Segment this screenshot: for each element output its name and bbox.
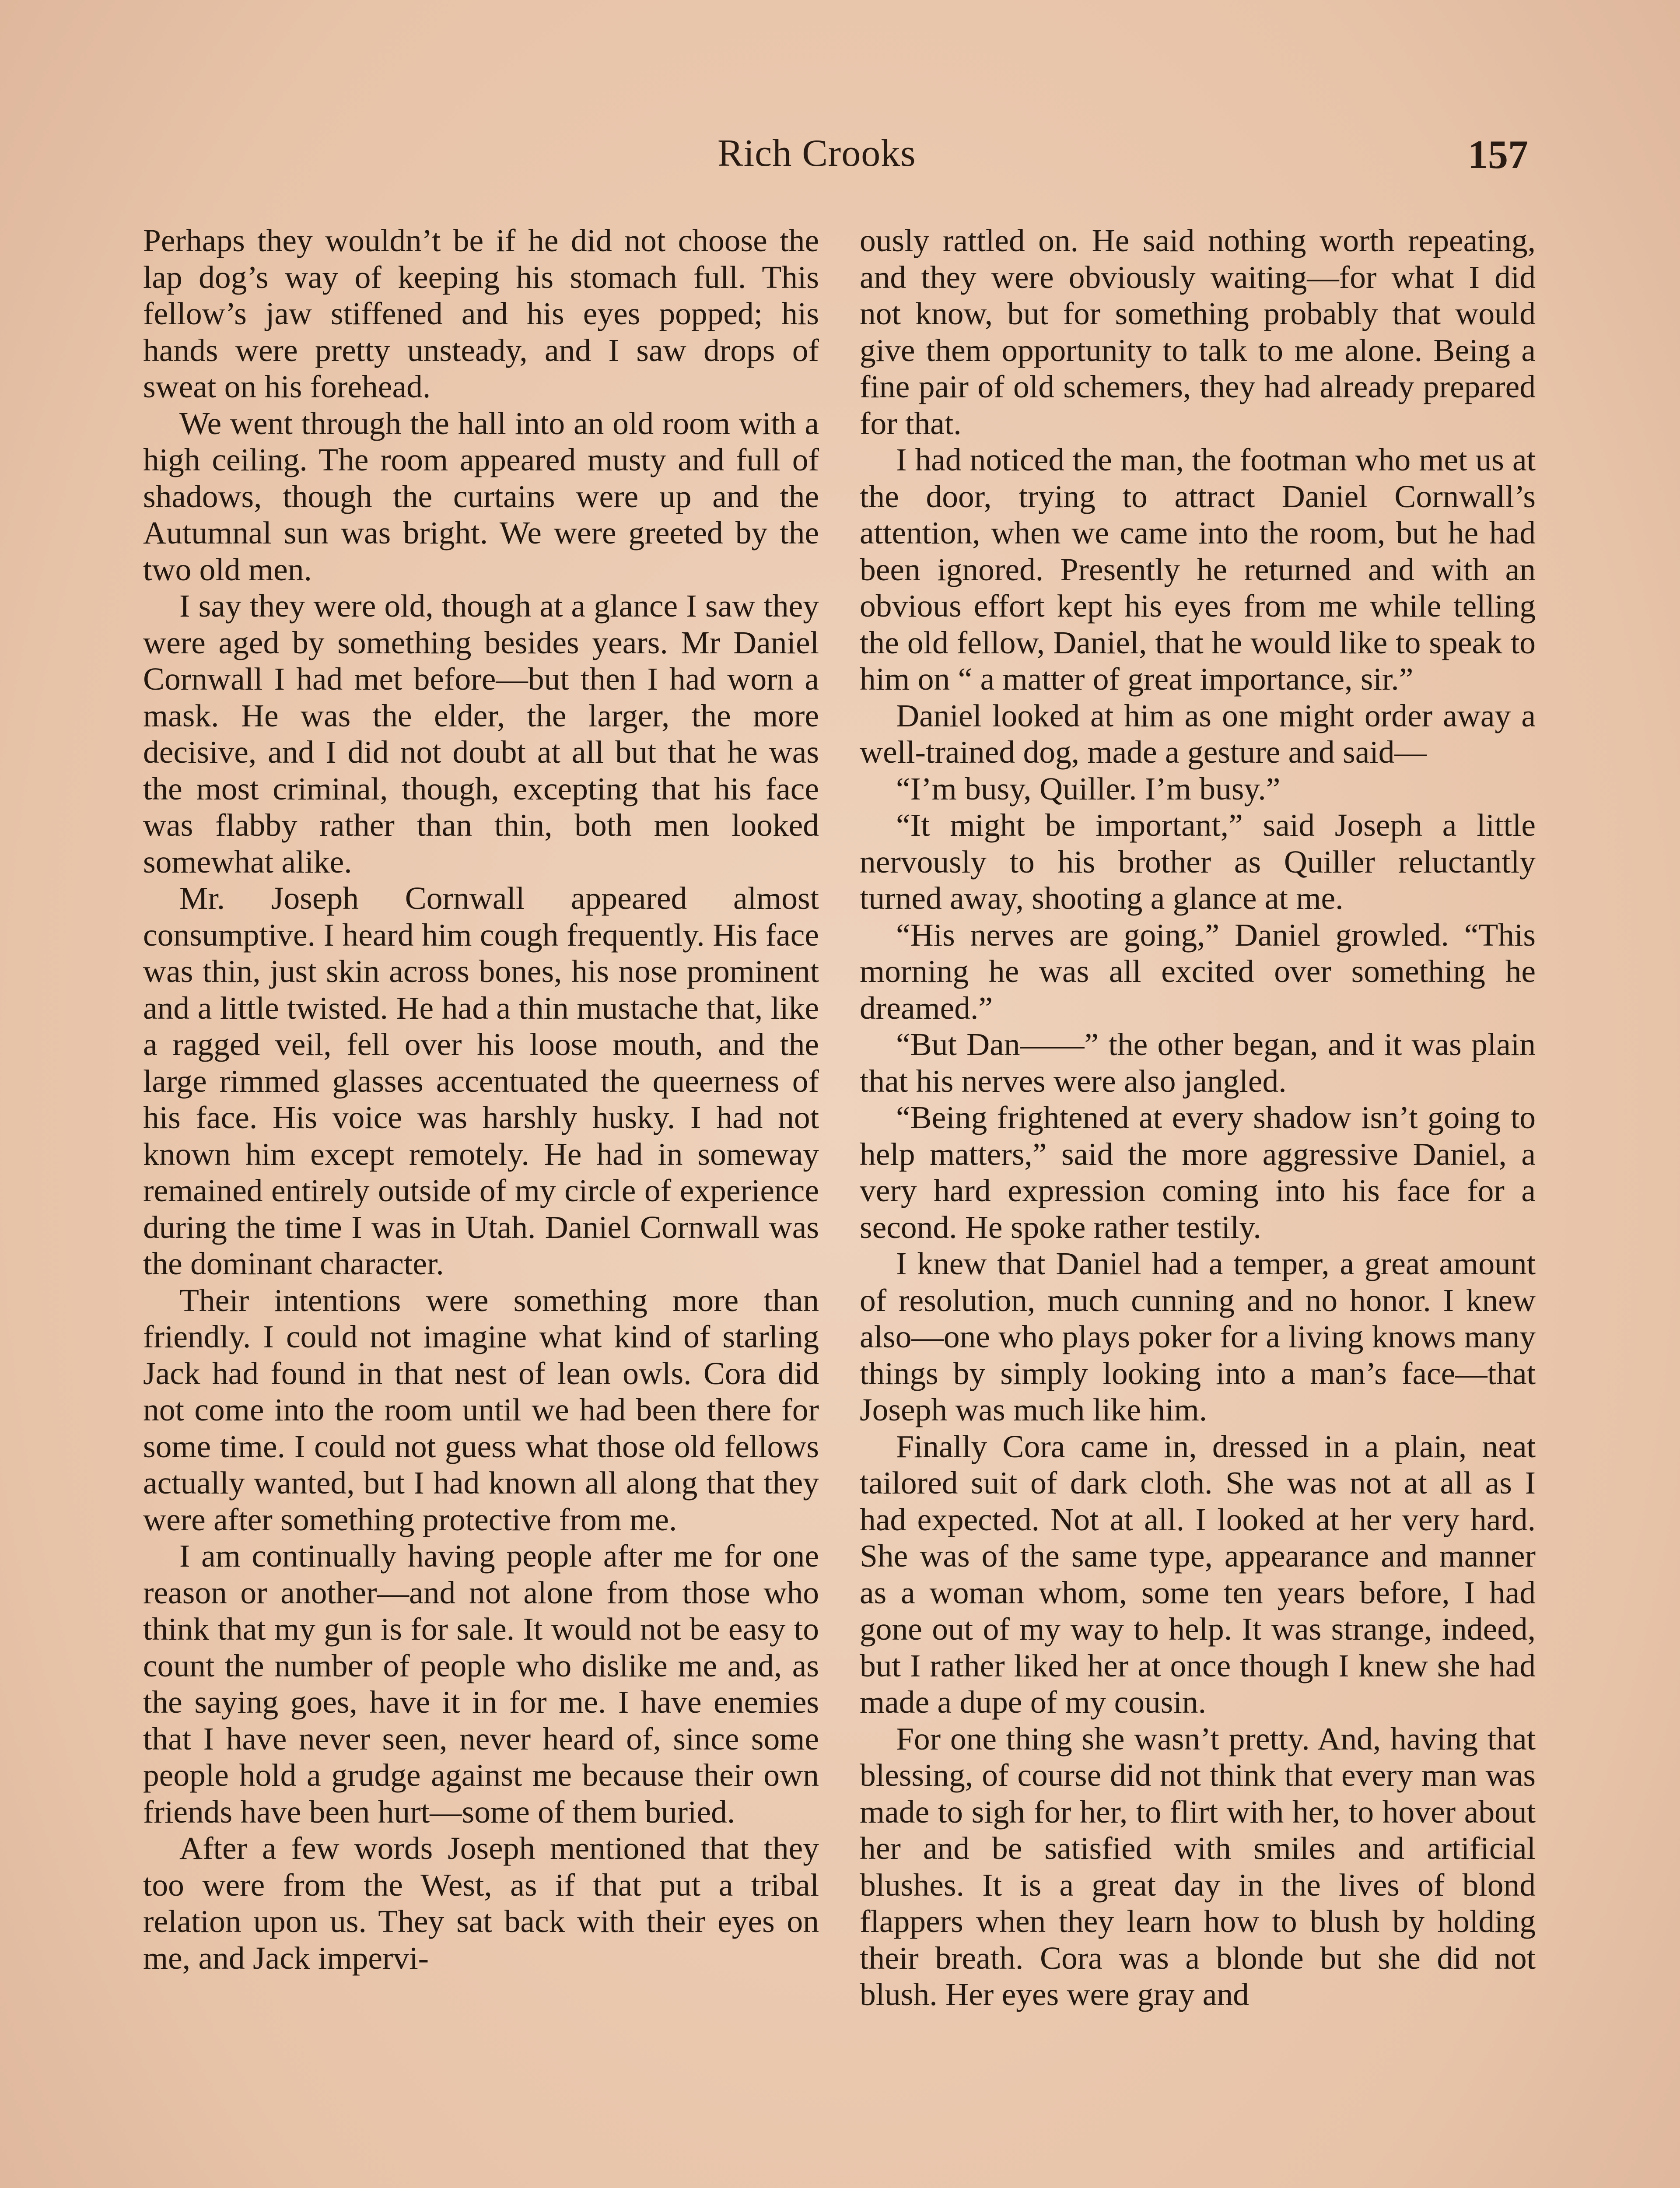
paragraph: “Being frightened at every shadow isn’t going to help matters,” said the more aggressive Daniel, a very hard expression coming into his face for a second. He spoke rather testily. <box>860 1100 1536 1245</box>
left-text-column <box>143 222 819 1976</box>
paragraph: I am continually having people after me for one reason or another—and not alone from those who think that my gun is for sale. It would not be easy to count the number of people who dislike me and, as the saying goes, have it in for me. I have enemies that I have never seen, never heard of, since some people hold a grudge against me because their own friends have been hurt—some of them buried. <box>143 1538 819 1830</box>
paragraph: “I’m busy, Quiller. I’m busy.” <box>896 771 1281 806</box>
paragraph: Mr. Joseph Cornwall appeared almost consumptive. I heard him cough frequently. His face was thin, just skin across bones, his nose prominent and a little twisted. He had a thin mustache that, like a ragged veil, fell over his loose mouth, and the large rimmed glasses accentuated the queerness of his face. His voice was harshly husky. I had not known him except remotely. He had in someway remained entirely outside of my circle of experience during the time I was in Utah. Daniel Cornwall was the dominant character. <box>143 880 819 1281</box>
paragraph: For one thing she wasn’t pretty. And, having that blessing, of course did not think that every man was made to sigh for her, to flirt with her, to hover about her and be satisfied with smiles and artificial blushes. It is a great day in the lives of blond flappers when they learn how to blush by holding their breath. Cora was a blonde but she did not blush. Her eyes were gray and <box>860 1721 1536 2012</box>
page-header <box>0 131 1680 184</box>
right-text-column <box>860 222 1536 2013</box>
paragraph: Perhaps they wouldn’t be if he did not choose the lap dog’s way of keeping his stomach full. This fellow’s jaw stiffened and his eyes popped; his hands were pretty unsteady, and I saw drops of sweat on his forehead. <box>143 223 819 404</box>
paragraph: I had noticed the man, the footman who met us at the door, trying to attract Daniel Cornwall’s attention, when we came into the room, but he had been ignored. Presently he returned and with an obvious effort kept his eyes from me while telling the old fellow, Daniel, that he would like to speak to him on “ a matter of great importance, sir.” <box>860 442 1536 697</box>
paragraph: “It might be important,” said Joseph a little nervously to his brother as Quiller reluctantly turned away, shooting a glance at me. <box>860 807 1536 916</box>
running-title: Rich Crooks <box>718 132 916 175</box>
page-number: 157 <box>1468 132 1528 177</box>
paragraph: Daniel looked at him as one might order away a well-trained dog, made a gesture and said— <box>860 698 1536 770</box>
paragraph: “His nerves are going,” Daniel growled. “This morning he was all excited over something he dreamed.” <box>860 917 1536 1026</box>
paragraph: Their intentions were something more than friendly. I could not imagine what kind of starling Jack had found in that nest of lean owls. Cora did not come into the room until we had been there for some time. I could not guess what those old fellows actually wanted, but I had known all along that they were after something protective from me. <box>143 1282 819 1537</box>
paragraph: After a few words Joseph mentioned that they too were from the West, as if that put a tribal relation upon us. They sat back with their eyes on me, and Jack impervi- <box>143 1830 819 1976</box>
paragraph: We went through the hall into an old room with a high ceiling. The room appeared musty and full of shadows, though the curtains were up and the Autumnal sun was bright. We were greeted by the two old men. <box>143 405 819 587</box>
paragraph: ously rattled on. He said nothing worth repeating, and they were obviously waiting—for what I did not know, but for something probably that would give them opportunity to talk to me alone. Being a fine pair of old schemers, they had already prepared for that. <box>860 223 1536 441</box>
paragraph: I say they were old, though at a glance I saw they were aged by something besides years. Mr Daniel Cornwall I had met before—but then I had worn a mask. He was the elder, the larger, the more decisive, and I did not doubt at all but that he was the most criminal, though, excepting that his face was flabby rather than thin, both men looked somewhat alike. <box>143 588 819 880</box>
paragraph: “But Dan——” the other began, and it was plain that his nerves were also jangled. <box>860 1027 1536 1099</box>
paragraph: I knew that Daniel had a temper, a great amount of resolution, much cunning and no honor. I knew also—one who plays poker for a living knows many things by simply looking into a man’s face—that Joseph was much like him. <box>860 1246 1536 1427</box>
paragraph: Finally Cora came in, dressed in a plain, neat tailored suit of dark cloth. She was not at all as I had expected. Not at all. I looked at her very hard. She was of the same type, appearance and manner as a woman whom, some ten years before, I had gone out of my way to help. It was strange, indeed, but I rather liked her at once though I knew she had made a dupe of my cousin. <box>860 1428 1536 1720</box>
